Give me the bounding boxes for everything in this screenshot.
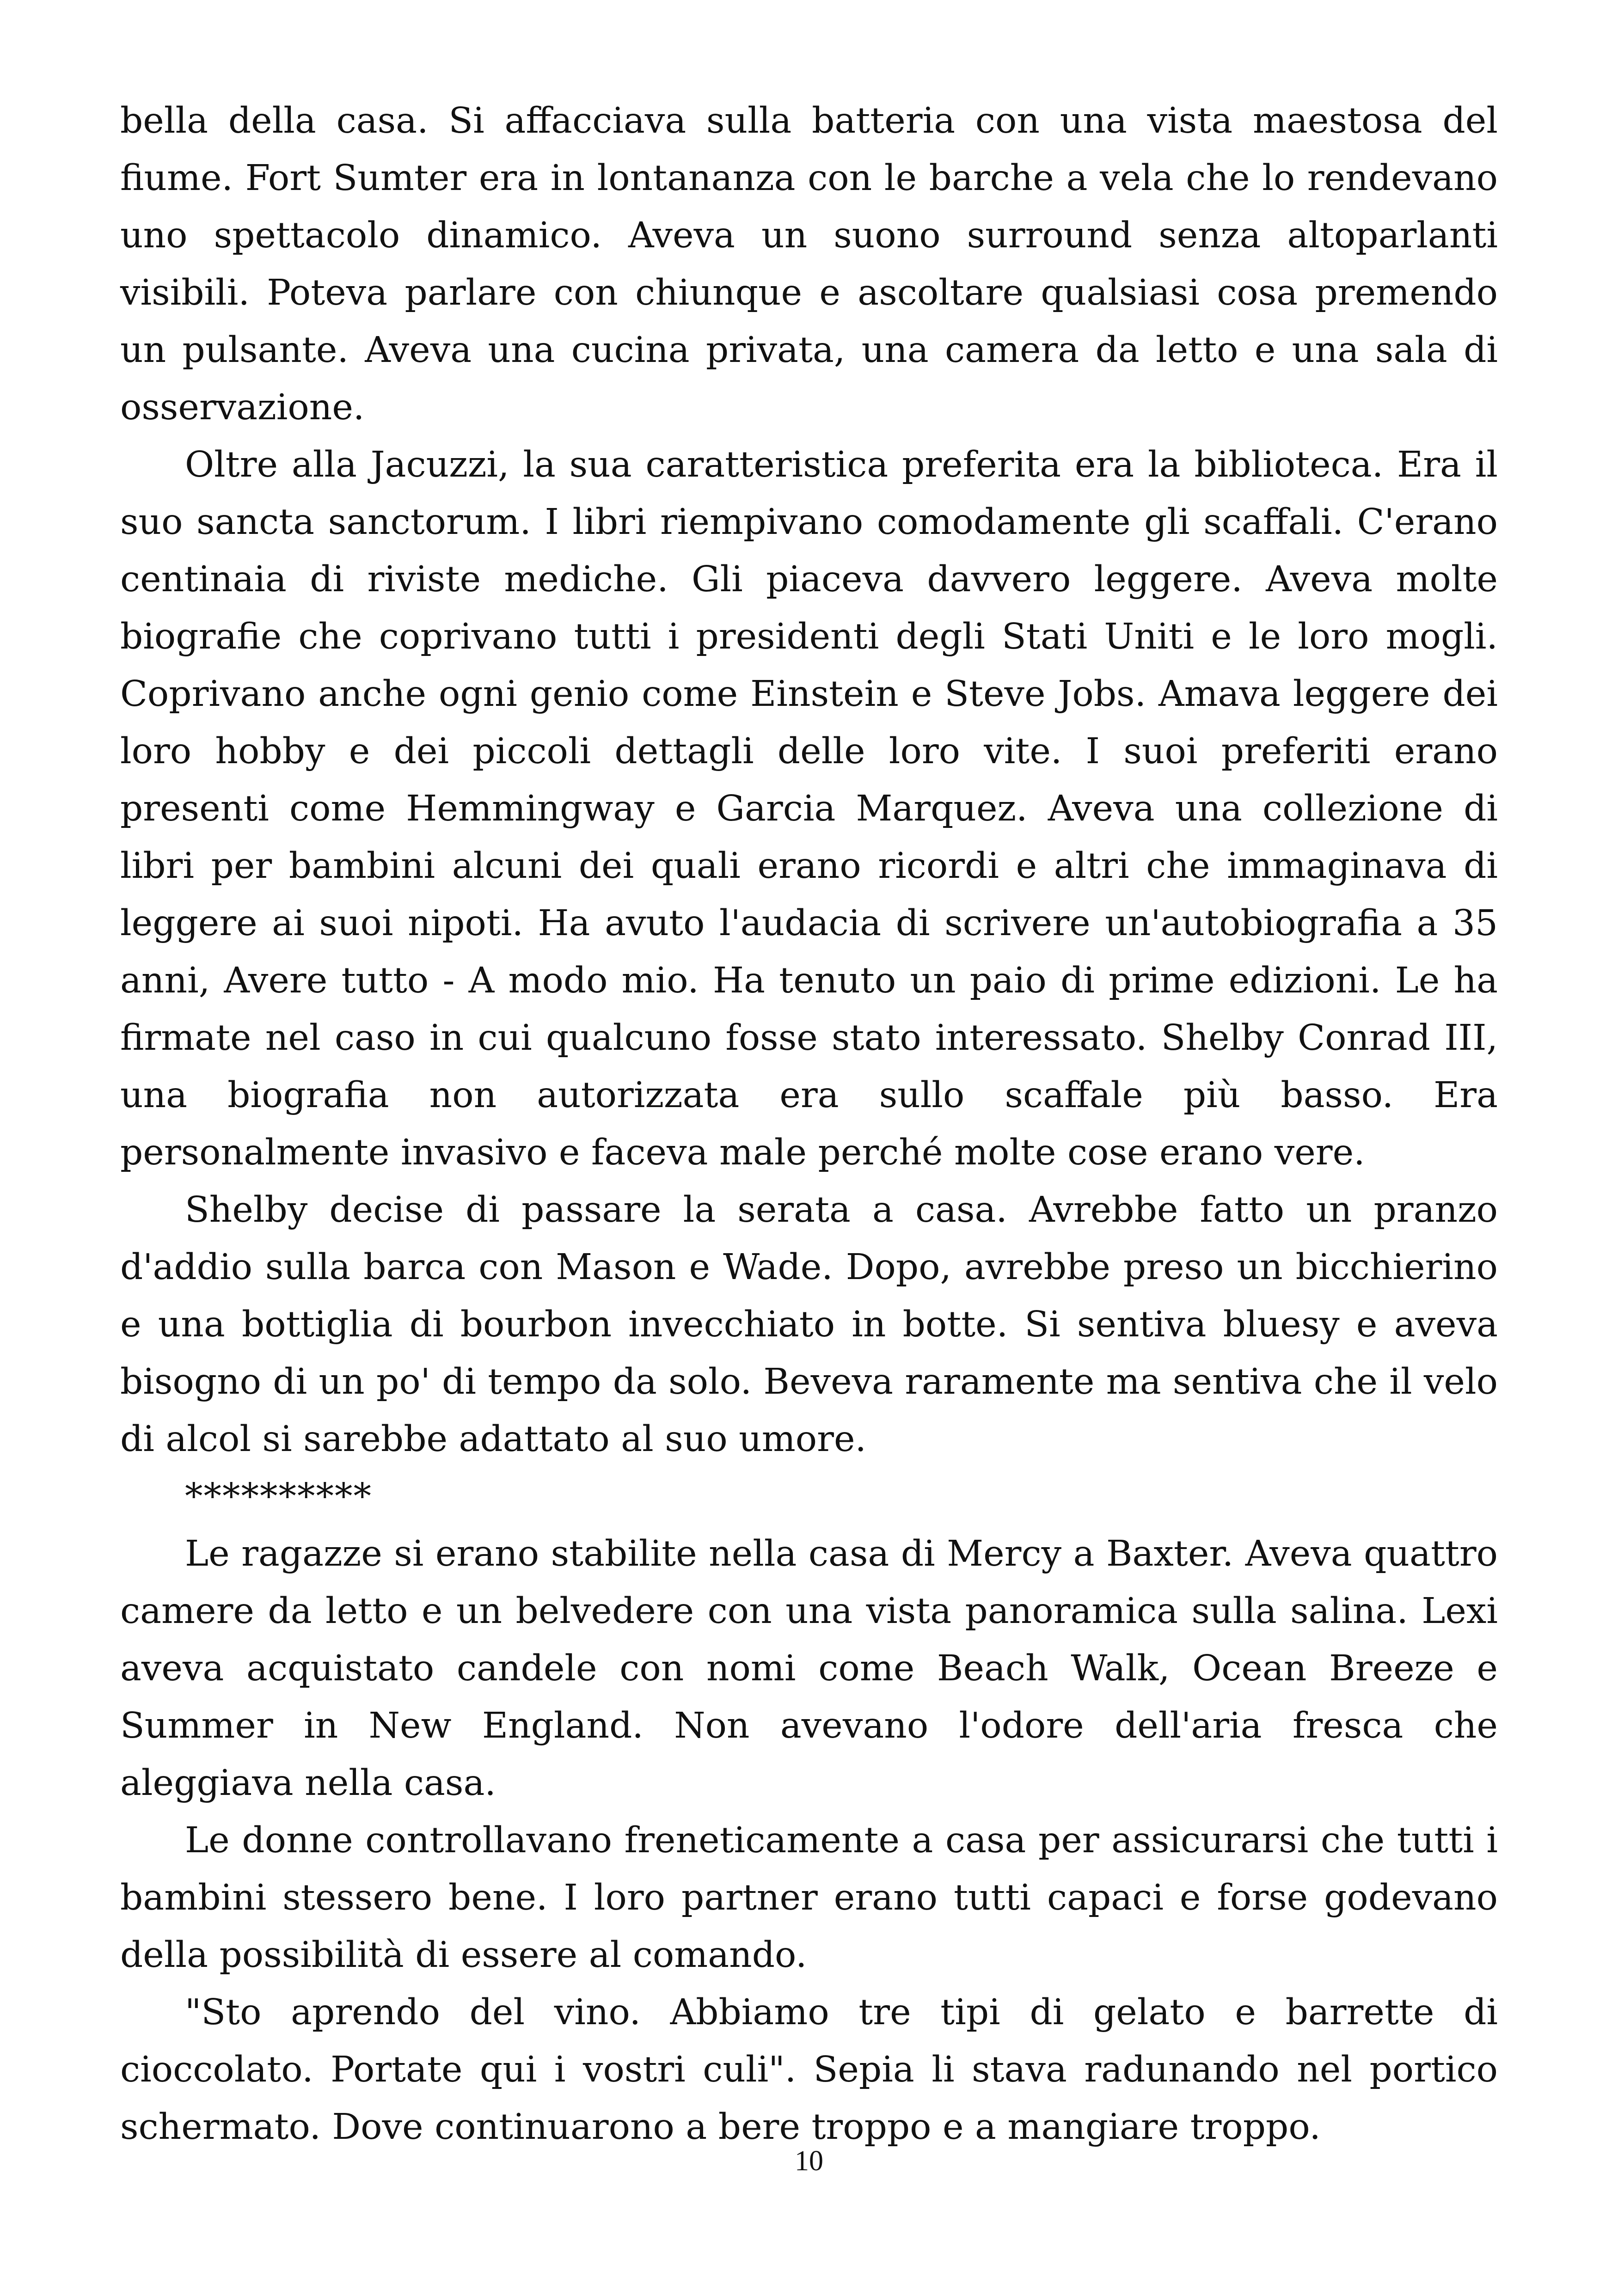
paragraph-continued: bella della casa. Si affacciava sulla batteria con una vista maestosa del fiume. Fort Sumter era in lontananza con le barche a vela che lo rendevano uno spettacolo dinamico. Aveva un suono surround senza altoparlanti visibili. Poteva parlare con chiunque e ascoltare qualsiasi cosa premendo un pulsante. Aveva una cucina privata, una camera da letto e una sala di osservazione. — [120, 100, 1498, 428]
page-number: 10 — [795, 2145, 823, 2177]
paragraph-shelby-evening: Shelby decise di passare la serata a casa. Avrebbe fatto un pranzo d'addio sulla barca con Mason e Wade. Dopo, avrebbe preso un bicchierino e una bottiglia di bourbon invecchiato in botte. Si sentiva bluesy e aveva bisogno di un po' di tempo da solo. Beveva raramente ma sentiva che il velo di alcol si sarebbe adattato al suo umore. — [120, 1189, 1498, 1460]
page-body — [120, 92, 1498, 2148]
paragraph-library: Oltre alla Jacuzzi, la sua caratteristica preferita era la biblioteca. Era il suo sancta sanctorum. I libri riempivano comodamente gli scaffali. C'erano centinaia di riviste mediche. Gli piaceva davvero leggere. Aveva molte biografie che coprivano tutti i presidenti degli Stati Uniti e le loro mogli. Coprivano anche ogni genio come Einstein e Steve Jobs. Amava leggere dei loro hobby e dei piccoli dettagli delle loro vite. I suoi preferiti erano presenti come Hemmingway e Garcia Marquez. Aveva una collezione di libri per bambini alcuni dei quali erano ricordi e altri che immaginava di leggere ai suoi nipoti. Ha avuto l'audacia di scrivere un'autobiografia a 35 anni, Avere tutto - A modo mio. Ha tenuto un paio di prime edizioni. Le ha firmate nel caso in cui qualcuno fosse stato interessato. Shelby Conrad III, una biografia non autorizzata era sullo scaffale più basso. Era personalmente invasivo e faceva male perché molte cose erano vere. — [120, 444, 1498, 1173]
paragraph-mercy-house: Le ragazze si erano stabilite nella casa di Mercy a Baxter. Aveva quattro camere da letto e un belvedere con una vista panoramica sulla salina. Lexi aveva acquistato candele con nomi come Beach Walk, Ocean Breeze e Summer in New England. Non avevano l'odore dell'aria fresca che aleggiava nella casa. — [120, 1533, 1498, 1804]
paragraph-women-checking: Le donne controllavano freneticamente a casa per assicurarsi che tutti i bambini stessero bene. I loro partner erano tutti capaci e forse godevano della possibilità di essere al comando. — [120, 1820, 1498, 1976]
section-separator: ********** — [185, 1476, 372, 1517]
paragraph-wine: "Sto aprendo del vino. Abbiamo tre tipi di gelato e barrette di cioccolato. Portate qui i vostri culi". Sepia li stava radunando nel portico schermato. Dove continuarono a bere troppo e a mangiare troppo. — [120, 1992, 1498, 2148]
